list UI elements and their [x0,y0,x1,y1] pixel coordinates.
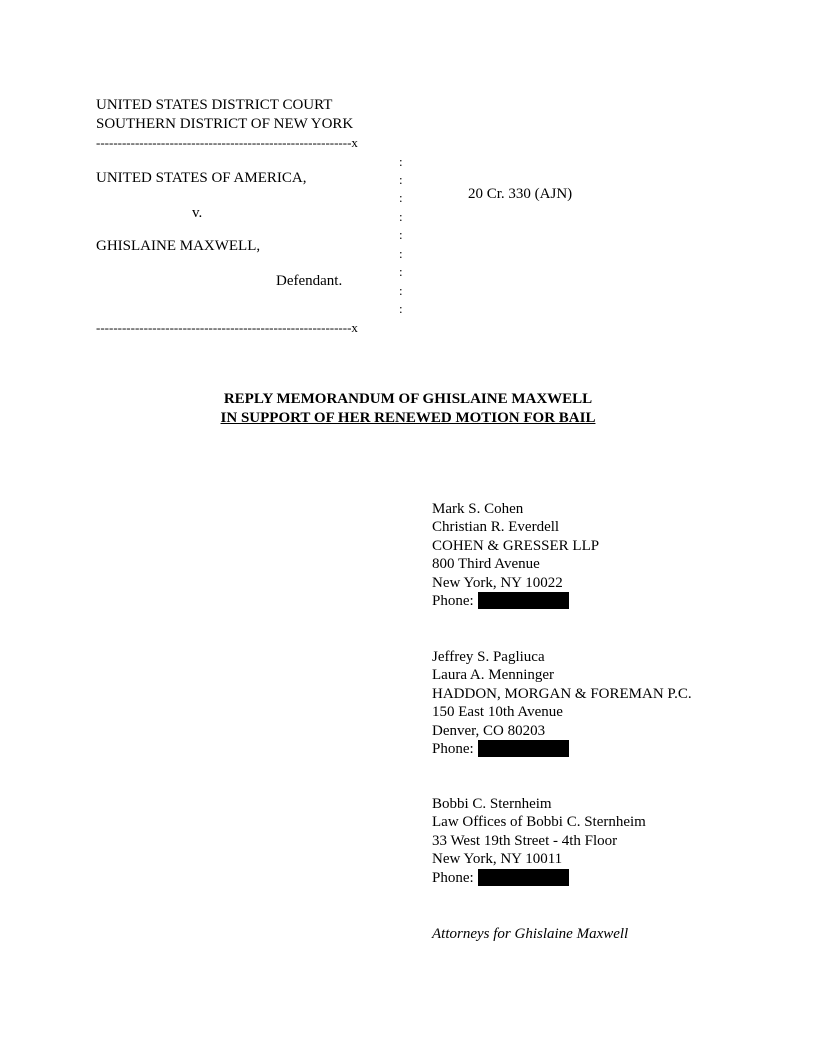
document-title-line1: REPLY MEMORANDUM OF GHISLAINE MAXWELL [223,391,593,407]
caption-colon: : [399,264,403,279]
caption-colon: : [399,283,403,298]
counsel-line: 33 West 19th Street - 4th Floor [432,832,618,849]
counsel-block [432,500,599,610]
counsel-firm: Law Offices of Bobbi C. Sternheim [432,814,646,831]
counsel-line: Christian R. Everdell [432,519,560,536]
caption-separator-bottom: -----------------------------------------------------------x [96,320,358,335]
counsel-line: Bobbi C. Sternheim [432,796,552,812]
phone-label: Phone: [432,593,474,610]
phone-label: Phone: [432,869,474,886]
counsel-phone [432,740,692,758]
counsel-line: 800 Third Avenue [432,556,540,573]
redaction-box [478,869,569,886]
caption-separator-top: -----------------------------------------------------------x [96,135,358,150]
caption-colon: : [399,246,403,261]
document-title-line2: IN SUPPORT OF HER RENEWED MOTION FOR BAIL [220,410,596,426]
counsel-firm: COHEN & GRESSER LLP [432,537,600,554]
counsel-phone [432,592,599,610]
counsel-line: Mark S. Cohen [432,501,524,517]
counsel-line: New York, NY 10022 [432,574,563,591]
caption-colon: : [399,209,403,224]
counsel-line: 150 East 10th Avenue [432,704,563,721]
caption-versus: v. [192,205,203,221]
caption-colon: : [399,301,403,316]
case-number: 20 Cr. 330 (AJN) [468,186,573,202]
caption-defendant-role: Defendant. [276,273,343,289]
counsel-line: New York, NY 10011 [432,851,563,868]
phone-label: Phone: [432,741,474,758]
caption-defendant-name: GHISLAINE MAXWELL, [96,238,261,254]
redaction-box [478,740,569,757]
caption-colon: : [399,154,403,169]
caption-colon: : [399,172,403,187]
attorneys-for: Attorneys for Ghislaine Maxwell [432,926,629,942]
counsel-line: Laura A. Menninger [432,667,555,684]
counsel-phone [432,869,646,887]
counsel-line: Denver, CO 80203 [432,722,546,739]
counsel-line: Jeffrey S. Pagliuca [432,649,545,665]
caption-plaintiff: UNITED STATES OF AMERICA, [96,170,307,186]
redaction-box [478,592,569,609]
caption-colon: : [399,190,403,205]
court-name: UNITED STATES DISTRICT COURT [96,97,333,113]
court-district: SOUTHERN DISTRICT OF NEW YORK [96,116,354,132]
counsel-block [432,795,646,887]
counsel-firm: HADDON, MORGAN & FOREMAN P.C. [432,685,692,702]
counsel-block [432,648,692,758]
caption-colon: : [399,227,403,242]
